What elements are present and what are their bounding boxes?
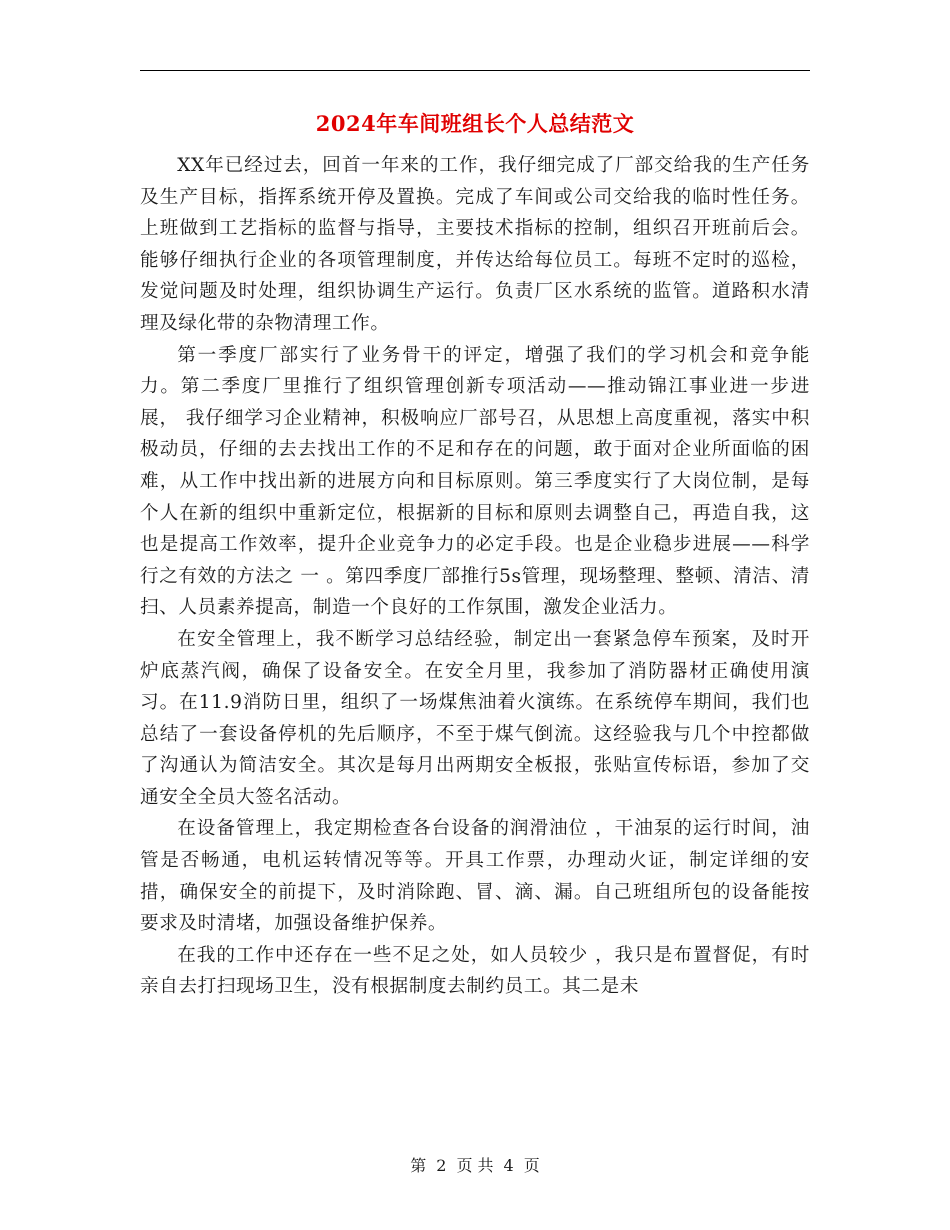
paragraph-5: 在我的工作中还存在一些不足之处，如人员较少 ，我只是布置督促，有时亲自去打扫现场卫生，没有根据制度去制约员工。其二是未 [140, 944, 810, 998]
page-footer [0, 1153, 950, 1176]
paragraph-1: XX年已经过去，回首一年来的工作，我仔细完成了厂部交给我的生产任务及生产目标，指挥系统开停及置换。完成了车间或公司交给我的临时性任务。上班做到工艺指标的监督与指导，主要技术指标的控制，组织召开班前后会。能够仔细执行企业的各项管理制度，并传达给每位员工。每班不定时的巡检，发觉问题及时处理，组织协调生产运行。负责厂区水系统的监管。道路积水清理及绿化带的杂物清理工作。 [140, 155, 810, 334]
footer-middle: 页 共 [456, 1156, 494, 1175]
current-page-number: 2 [436, 1156, 447, 1175]
paragraph-3: 在安全管理上，我不断学习总结经验，制定出一套紧急停车预案，及时开炉底蒸汽阀，确保了设备安全。在安全月里，我参加了消防器材正确使用演习。在11.9消防日里，组织了一场煤焦油着火演练。在系统停车期间，我们也总结了一套设备停机的先后顺序，不至于煤气倒流。这经验我与几个中控都做了沟通认为简洁安全。其次是每月出两期安全板报，张贴宣传标语，参加了交通安全全员大签名活动。 [140, 628, 810, 808]
paragraph-2: 第一季度厂部实行了业务骨干的评定，增强了我们的学习机会和竞争能力。第二季度厂里推行了组织管理创新专项活动——推动锦江事业进一步进展， 我仔细学习企业精神，积极响应厂部号召，从思想上高度重视，落实中积极动员，仔细的去去找出工作的不足和存在的问题，敢于面对企业所面临的困难，从工作中找出新的进展方向和目标原则。第三季度实行了大岗位制，是每个人在新的组织中重新定位，根据新的目标和原则去调整自己，再造自我，这也是提高工作效率，提升企业竞争力的必定手段。也是企业稳步进展——科学行之有效的方法之 一 。第四季度厂部推行5s管理，现场整理、整顿、清洁、清扫、人员素养提高，制造一个良好的工作氛围，激发企业活力。 [140, 344, 810, 619]
footer-prefix: 第 [410, 1156, 427, 1175]
document-body [140, 150, 810, 1003]
footer-suffix: 页 [523, 1156, 540, 1175]
paragraph-4: 在设备管理上，我定期检查各台设备的润滑油位 ，干油泵的运行时间，油管是否畅通，电机运转情况等等。开具工作票，办理动火证，制定详细的安措，确保安全的前提下，及时消除跑、冒、滴、漏。自己班组所包的设备能按要求及时清堵，加强设备维护保养。 [140, 818, 810, 935]
document-title: 2024年车间班组长个人总结范文 [315, 111, 635, 136]
header-rule [140, 70, 810, 71]
total-pages-number: 4 [503, 1156, 514, 1175]
